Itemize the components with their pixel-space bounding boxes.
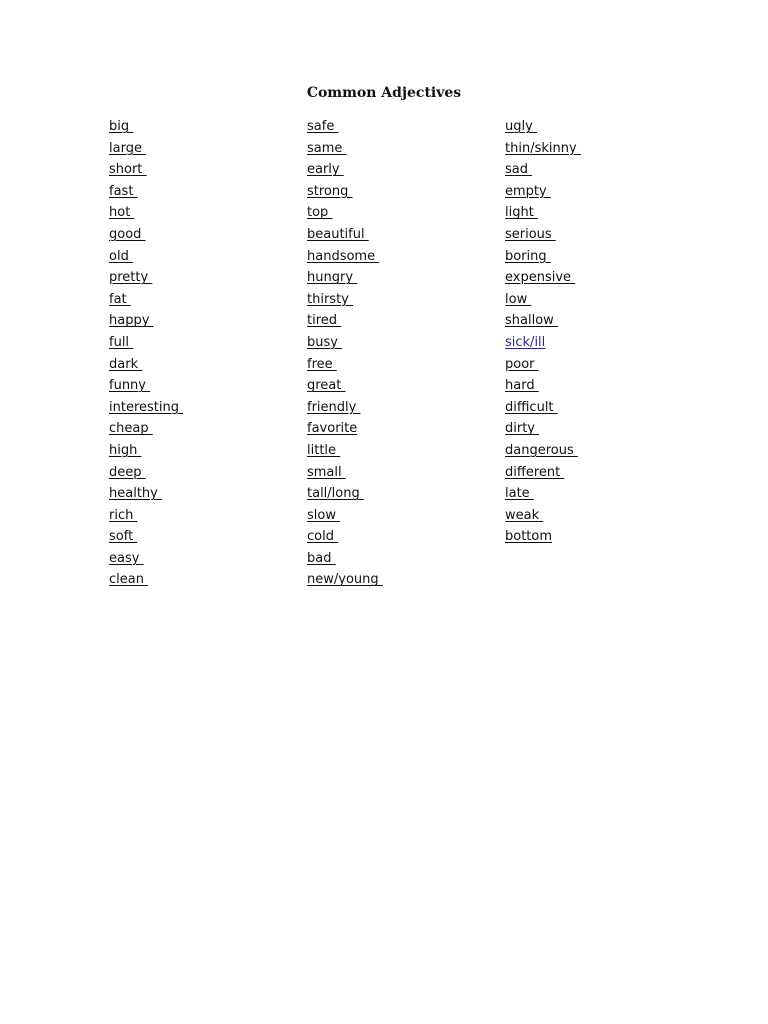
list-item: top (307, 205, 333, 221)
list-item: rich (109, 507, 138, 523)
list-item: sad (505, 162, 533, 178)
list-item: boring (505, 248, 551, 264)
list-item: bad (307, 550, 336, 566)
list-item: little (307, 442, 341, 458)
list-item: bottom (505, 529, 553, 545)
list-item: tall/long (307, 486, 364, 502)
list-item: short (109, 162, 147, 178)
list-item: hungry (307, 270, 358, 286)
list-item: old (109, 248, 133, 264)
list-item: clean (109, 572, 149, 588)
page-title: Common Adjectives (306, 85, 462, 101)
list-item: cold (307, 529, 339, 545)
list-item: hard (505, 378, 539, 394)
list-item: beautiful (307, 226, 369, 242)
list-item: early (307, 162, 344, 178)
list-item: large (109, 140, 147, 156)
list-item: full (109, 334, 134, 350)
list-item: easy (109, 550, 144, 566)
list-item: empty (505, 183, 551, 199)
list-item: dirty (505, 421, 540, 437)
list-item: dangerous (505, 442, 578, 458)
list-item: dark (109, 356, 143, 372)
list-item: difficult (505, 399, 558, 415)
list-item: strong (307, 183, 353, 199)
list-item: tired (307, 313, 342, 329)
list-item: poor (505, 356, 539, 372)
list-item: happy (109, 313, 154, 329)
list-item: fast (109, 183, 138, 199)
list-item: soft (109, 529, 138, 545)
list-item: deep (109, 464, 146, 480)
list-item: funny (109, 378, 151, 394)
list-item: new/young (307, 572, 383, 588)
sick-ill-link[interactable]: sick/ill (505, 334, 546, 350)
list-item: expensive (505, 270, 576, 286)
list-item: thirsty (307, 291, 353, 307)
list-item: shallow (505, 313, 558, 329)
list-item: ugly (505, 119, 537, 134)
list-item: high (109, 442, 142, 458)
list-item: serious (505, 226, 556, 242)
list-item: cheap (109, 421, 153, 437)
list-item: big (109, 119, 134, 134)
list-item: pretty (109, 270, 153, 286)
list-item: small (307, 464, 346, 480)
list-item: fat (109, 291, 131, 307)
list-item: safe (307, 119, 339, 134)
adjective-column-2 (307, 116, 383, 591)
list-item: favorite (307, 421, 358, 437)
adjective-column-3 (505, 116, 581, 548)
list-item: busy (307, 334, 343, 350)
list-item: weak (505, 507, 544, 523)
list-item: good (109, 226, 146, 242)
list-item: interesting (109, 399, 184, 415)
list-item: healthy (109, 486, 162, 502)
list-item: different (505, 464, 565, 480)
list-item: great (307, 378, 346, 394)
list-item: thin/skinny (505, 140, 581, 156)
list-item: same (307, 140, 347, 156)
list-item: low (505, 291, 532, 307)
list-item: free (307, 356, 337, 372)
list-item: slow (307, 507, 341, 523)
list-item: hot (109, 205, 135, 221)
adjective-column-1 (109, 116, 183, 591)
list-item: friendly (307, 399, 361, 415)
list-item: light (505, 205, 538, 221)
list-item: handsome (307, 248, 380, 264)
list-item: late (505, 486, 534, 502)
